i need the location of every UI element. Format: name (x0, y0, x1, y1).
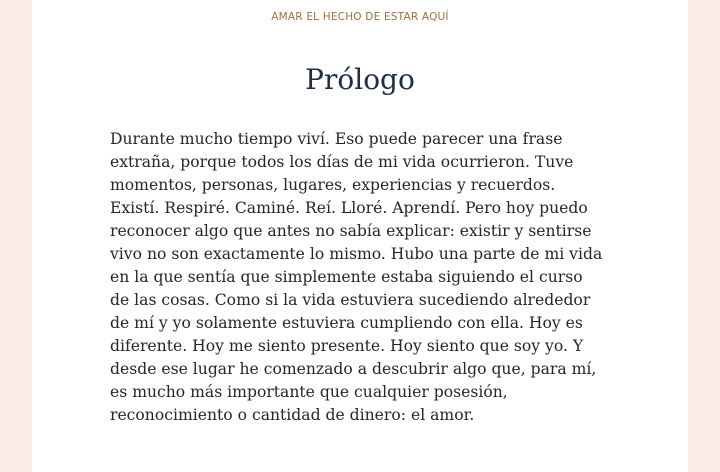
text-line: Existí. Respiré. Caminé. Reí. Lloré. Aprendí. Pero hoy puedo (110, 199, 588, 217)
book-page (32, 0, 688, 472)
running-header: AMAR EL HECHO DE ESTAR AQUÍ (271, 11, 449, 23)
text-line: en la que sentía que simplemente estaba siguiendo el curso (110, 268, 583, 286)
text-line: desde ese lugar he comenzado a descubrir algo que, para mí, (110, 360, 597, 378)
text-line: de mí y yo solamente estuviera cumpliendo con ella. Hoy es (110, 314, 583, 332)
text-line: reconocer algo que antes no sabía explicar: existir y sentirse (110, 222, 592, 240)
text-line: de las cosas. Como si la vida estuviera sucediendo alrededor (110, 291, 591, 309)
text-line: reconocimiento o cantidad de dinero: el amor. (110, 406, 475, 424)
text-line: es mucho más importante que cualquier posesión, (110, 383, 508, 401)
text-line: momentos, personas, lugares, experiencias y recuerdos. (110, 176, 556, 194)
body-text (110, 128, 614, 427)
text-line: vivo no son exactamente lo mismo. Hubo una parte de mi vida (110, 245, 603, 263)
text-line: Durante mucho tiempo viví. Eso puede parecer una frase (110, 130, 563, 148)
text-line: extraña, porque todos los días de mi vida ocurrieron. Tuve (110, 153, 574, 171)
text-line: diferente. Hoy me siento presente. Hoy siento que soy yo. Y (110, 337, 584, 355)
chapter-title: Prólogo (305, 63, 415, 96)
